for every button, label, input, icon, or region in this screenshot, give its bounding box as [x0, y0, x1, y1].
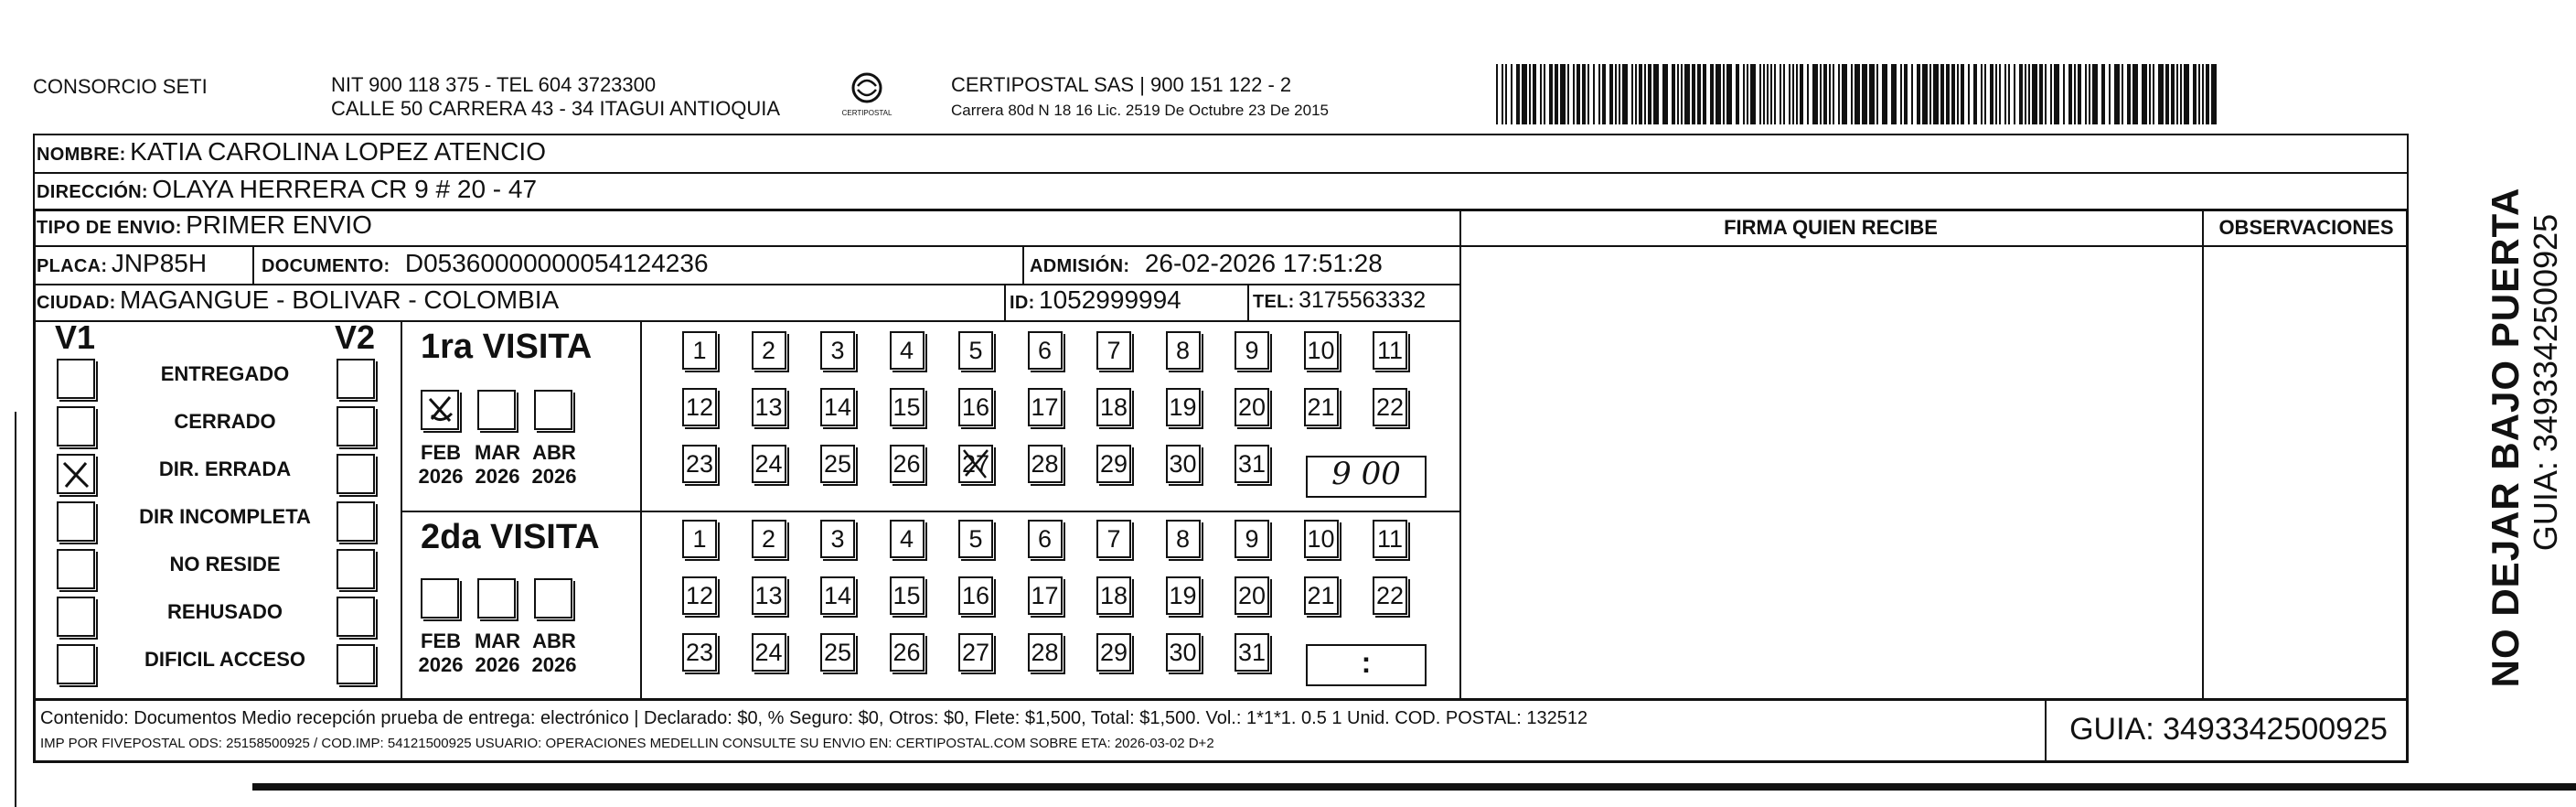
barcode-bar: [1807, 64, 1809, 124]
day-box[interactable]: 17: [1028, 576, 1063, 615]
id-field: [1010, 285, 1181, 315]
barcode-bar: [2193, 64, 2197, 124]
barcode-bar: [1876, 64, 1878, 124]
year-label: 2026: [531, 653, 577, 676]
day-box[interactable]: 10: [1304, 331, 1339, 370]
barcode-bar: [2114, 64, 2120, 124]
address-line: CALLE 50 CARRERA 43 - 34 ITAGUI ANTIOQUIA: [331, 97, 781, 120]
barcode-bar: [1833, 64, 1834, 124]
barcode-bar: [2180, 64, 2182, 124]
day-box[interactable]: 24: [752, 445, 786, 483]
firma-divider: [1459, 209, 1461, 701]
barcode-bar: [1763, 64, 1765, 124]
first-time-value: 9 00: [1331, 456, 1401, 492]
barcode-bar: [1544, 64, 1545, 124]
barcode-bar: [2158, 64, 2164, 124]
placa-field: [37, 249, 207, 278]
tel-field: [1253, 287, 1426, 314]
visit-divider: [401, 511, 1459, 512]
barcode-bar: [2184, 64, 2189, 124]
barcode-bar: [1796, 64, 1798, 124]
barcode-bar: [1631, 64, 1633, 124]
day-box[interactable]: 28: [1028, 445, 1063, 483]
barcode-bar: [1672, 64, 1675, 124]
barcode-bar: [1522, 64, 1527, 124]
nombre-field: [37, 137, 546, 167]
status-label: NO RESIDE: [169, 553, 281, 576]
day-box[interactable]: 29: [1096, 445, 1131, 483]
barcode-bar: [2045, 64, 2047, 124]
status-label: CERRADO: [174, 410, 276, 433]
barcode-bar: [1869, 64, 1875, 124]
barcode-bar: [1681, 64, 1683, 124]
barcode-bar: [1573, 64, 1575, 124]
barcode-bar: [1999, 64, 2001, 124]
barcode-bar: [2109, 64, 2111, 124]
tel-divider: [1247, 284, 1249, 320]
barcode-bar: [2019, 64, 2023, 124]
day-box[interactable]: 2: [752, 331, 786, 370]
barcode-bar: [1496, 64, 1498, 124]
day-box[interactable]: 20: [1235, 388, 1269, 426]
barcode-bar: [1703, 64, 1706, 124]
tel-label: TEL:: [1253, 292, 1295, 312]
barcode-bar: [2004, 64, 2006, 124]
barcode-bar: [1855, 64, 1860, 124]
barcode-bar: [1812, 64, 1818, 124]
day-box[interactable]: 12: [682, 388, 717, 426]
v2-checkbox[interactable]: [337, 406, 375, 447]
logo-text: CERTIPOSTAL: [841, 109, 893, 117]
day-box[interactable]: 6: [1028, 331, 1063, 370]
barcode-bar: [1792, 64, 1794, 124]
day-box[interactable]: 26: [890, 633, 925, 672]
day-box[interactable]: 25: [820, 445, 855, 483]
barcode-bar: [1961, 64, 1964, 124]
v1-label: V1: [55, 318, 96, 356]
barcode-bar: [1635, 64, 1637, 124]
nit-line: NIT 900 118 375 - TEL 604 3723300: [331, 73, 657, 96]
second-visit-title: 2da VISITA: [421, 518, 600, 556]
month-checkbox[interactable]: [534, 390, 572, 430]
barcode-bar: [1639, 64, 1642, 124]
footer-divider: [2045, 701, 2047, 763]
ciudad-value: MAGANGUE - BOLIVAR - COLOMBIA: [120, 285, 560, 314]
barcode-bar: [2176, 64, 2178, 124]
barcode-bar: [1710, 64, 1714, 124]
side-guia: GUIA: 3493342500925: [2527, 213, 2564, 552]
barcode-bar: [2171, 64, 2175, 124]
barcode-bar: [1560, 64, 1566, 124]
barcode-bar: [2202, 64, 2204, 124]
barcode-bar: [2085, 64, 2087, 124]
day-box[interactable]: 1: [682, 520, 717, 558]
month-label: ABR: [532, 441, 576, 464]
month-checkbox[interactable]: [477, 578, 516, 619]
id-value: 1052999994: [1039, 285, 1181, 314]
barcode-bar: [1505, 64, 1507, 124]
barcode-bar: [1891, 64, 1897, 124]
month-label: ABR: [532, 629, 576, 652]
status-label: DIR. ERRADA: [158, 457, 292, 480]
direccion-field: [37, 175, 537, 204]
placa-value: JNP85H: [111, 249, 208, 277]
day-box[interactable]: 26: [890, 445, 925, 483]
documento-value: D05360000000054124236: [404, 249, 709, 277]
second-time-value: :: [1361, 646, 1372, 679]
barcode-bar: [2089, 64, 2090, 124]
v1-checkbox[interactable]: [57, 501, 95, 542]
month-checkbox[interactable]: [534, 578, 572, 619]
barcode-bar: [1736, 64, 1739, 124]
barcode-bar: [1743, 64, 1745, 124]
day-box[interactable]: 12: [682, 576, 717, 615]
barcode-bar: [1957, 64, 1959, 124]
documento-label: DOCUMENTO:: [262, 256, 390, 276]
barcode-bar: [1587, 64, 1589, 124]
v2-checkbox[interactable]: [337, 454, 375, 494]
barcode-bar: [1529, 64, 1531, 124]
license-line: Carrera 80d N 18 16 Lic. 2519 De Octubre 23 De 2015: [951, 102, 1329, 119]
barcode-bar: [1882, 64, 1887, 124]
admision-field: [1030, 249, 1383, 278]
v1-checkbox[interactable]: [57, 406, 95, 447]
v1-checkbox[interactable]: [57, 597, 95, 637]
day-box[interactable]: 19: [1166, 576, 1201, 615]
tel-value: 3175563332: [1299, 287, 1427, 313]
barcode-bar: [1911, 64, 1913, 124]
day-box[interactable]: 11: [1373, 331, 1407, 370]
year-label: 2026: [418, 465, 464, 488]
admision-label: ADMISIÓN:: [1030, 256, 1130, 276]
status-label: DIR INCOMPLETA: [139, 505, 311, 528]
barcode-bar: [1820, 64, 1822, 124]
barcode-bar: [1968, 64, 1970, 124]
day-box[interactable]: 11: [1373, 520, 1407, 558]
month-label: FEB: [421, 441, 461, 464]
day-box[interactable]: 21: [1304, 576, 1339, 615]
day-box[interactable]: 30: [1166, 633, 1201, 672]
day-box[interactable]: 13: [752, 388, 786, 426]
barcode-bar: [1842, 64, 1847, 124]
day-box[interactable]: 15: [890, 388, 925, 426]
barcode-bar: [1726, 64, 1732, 124]
day-box[interactable]: 8: [1166, 520, 1201, 558]
barcode-bar: [2014, 64, 2015, 124]
status-label: DIFICIL ACCESO: [144, 648, 305, 671]
barcode-bar: [1984, 64, 1986, 124]
day-box[interactable]: 18: [1096, 576, 1131, 615]
form-body: [33, 209, 2409, 701]
barcode-bar: [2127, 64, 2131, 124]
day-box[interactable]: 5: [958, 331, 993, 370]
day-box[interactable]: 28: [1028, 633, 1063, 672]
documento-field: [262, 249, 709, 278]
day-box[interactable]: 7: [1096, 331, 1131, 370]
day-box[interactable]: 3: [820, 520, 855, 558]
v1-checkbox[interactable]: [57, 549, 95, 589]
barcode-bar: [1770, 64, 1772, 124]
barcode-bar: [1677, 64, 1679, 124]
day-box[interactable]: 18: [1096, 388, 1131, 426]
placa-label: PLACA:: [37, 256, 108, 276]
month-checkbox[interactable]: [421, 578, 459, 619]
barcode-bar: [1990, 64, 1993, 124]
barcode-bar: [1933, 64, 1939, 124]
year-label: 2026: [475, 653, 520, 676]
month-label: MAR: [474, 441, 521, 464]
v2-checkbox[interactable]: [337, 501, 375, 542]
month-checkbox[interactable]: [477, 390, 516, 430]
barcode-bar: [1516, 64, 1520, 124]
barcode-bar: [2025, 64, 2026, 124]
v2-checkbox[interactable]: [337, 549, 375, 589]
v1-checkbox[interactable]: [57, 644, 95, 684]
company-name: CONSORCIO SETI: [33, 75, 208, 98]
admision-value: 26-02-2026 17:51:28: [1144, 249, 1383, 277]
day-box[interactable]: 25: [820, 633, 855, 672]
barcode-bar: [1593, 64, 1595, 124]
day-box[interactable]: 23: [682, 633, 717, 672]
barcode-bar: [1723, 64, 1725, 124]
month-label: FEB: [421, 629, 461, 652]
day-box[interactable]: 14: [820, 576, 855, 615]
ciudad-label: CIUDAD:: [37, 293, 116, 313]
day-box[interactable]: 29: [1096, 633, 1131, 672]
year-label: 2026: [418, 653, 464, 676]
barcode-bar: [1767, 64, 1769, 124]
day-box[interactable]: 22: [1373, 388, 1407, 426]
day-box[interactable]: 9: [1235, 331, 1269, 370]
v2-checkbox[interactable]: [337, 644, 375, 684]
barcode-bar: [1823, 64, 1827, 124]
barcode-bar: [2050, 64, 2052, 124]
day-box[interactable]: 17: [1028, 388, 1063, 426]
firma-label: FIRMA QUIEN RECIBE: [1724, 216, 1938, 239]
day-box[interactable]: 20: [1235, 576, 1269, 615]
barcode-bar: [2063, 64, 2065, 124]
barcode-bar: [1555, 64, 1558, 124]
barcode-bar: [1533, 64, 1536, 124]
barcode-bar: [1609, 64, 1613, 124]
day-box[interactable]: 2: [752, 520, 786, 558]
tipo-label: TIPO DE ENVIO:: [37, 218, 182, 238]
barcode: [1496, 64, 2226, 124]
v2-checkbox[interactable]: [337, 359, 375, 399]
scan-edge: [252, 783, 2576, 791]
barcode-bar: [1582, 64, 1586, 124]
v2-checkbox[interactable]: [337, 597, 375, 637]
barcode-bar: [2142, 64, 2147, 124]
first-visit-title: 1ra VISITA: [421, 328, 593, 366]
barcode-bar: [2068, 64, 2072, 124]
barcode-bar: [1602, 64, 1606, 124]
barcode-bar: [1851, 64, 1853, 124]
ciudad-row-line: [33, 320, 1459, 322]
day-box[interactable]: 24: [752, 633, 786, 672]
v1-checkbox[interactable]: [57, 359, 95, 399]
tipo-value: PRIMER ENVIO: [186, 210, 372, 239]
barcode-bar: [1549, 64, 1553, 124]
barcode-bar: [1644, 64, 1646, 124]
barcode-bar: [1540, 64, 1542, 124]
nombre-value: KATIA CAROLINA LOPEZ ATENCIO: [130, 137, 546, 166]
month-label: MAR: [474, 629, 521, 652]
observaciones-label: OBSERVACIONES: [2218, 216, 2394, 239]
barcode-bar: [1951, 64, 1955, 124]
day-box[interactable]: 7: [1096, 520, 1131, 558]
status-label: REHUSADO: [167, 600, 283, 623]
barcode-bar: [2198, 64, 2200, 124]
v1-checkbox[interactable]: [57, 454, 95, 494]
barcode-bar: [1511, 64, 1512, 124]
day-box[interactable]: 22: [1373, 576, 1407, 615]
day-box[interactable]: 14: [820, 388, 855, 426]
barcode-bar: [1759, 64, 1761, 124]
day-box[interactable]: 31: [1235, 445, 1269, 483]
firma-header-line: [1459, 245, 2409, 247]
barcode-bar: [2054, 64, 2059, 124]
barcode-bar: [1780, 64, 1781, 124]
barcode-bar: [1981, 64, 1983, 124]
barcode-bar: [1783, 64, 1785, 124]
barcode-bar: [1900, 64, 1902, 124]
scan-left-edge: [15, 412, 16, 807]
barcode-bar: [2132, 64, 2138, 124]
certipostal-line: CERTIPOSTAL SAS | 900 151 122 - 2: [951, 73, 1292, 96]
barcode-bar: [1789, 64, 1790, 124]
day-box[interactable]: 27: [958, 633, 993, 672]
month-checkbox[interactable]: [421, 390, 459, 430]
barcode-bar: [1995, 64, 1997, 124]
barcode-bar: [2101, 64, 2105, 124]
barcode-bar: [1716, 64, 1721, 124]
day-box[interactable]: 27: [958, 445, 993, 483]
status-label: ENTREGADO: [160, 362, 290, 385]
barcode-bar: [2206, 64, 2209, 124]
barcode-bar: [1577, 64, 1580, 124]
day-box[interactable]: 15: [890, 576, 925, 615]
barcode-bar: [1829, 64, 1831, 124]
obs-divider: [2202, 209, 2204, 701]
barcode-bar: [1750, 64, 1756, 124]
tipo-field: [37, 210, 372, 240]
day-box[interactable]: 1: [682, 331, 717, 370]
barcode-bar: [1598, 64, 1600, 124]
barcode-bar: [1697, 64, 1701, 124]
id-divider: [1004, 284, 1006, 320]
ciudad-field: [37, 285, 559, 315]
direccion-value: OLAYA HERRERA CR 9 # 20 - 47: [152, 175, 538, 203]
barcode-bar: [1662, 64, 1668, 124]
barcode-bar: [1800, 64, 1803, 124]
barcode-bar: [1747, 64, 1748, 124]
day-box[interactable]: 10: [1304, 520, 1339, 558]
barcode-bar: [1940, 64, 1944, 124]
direccion-label: DIRECCIÓN:: [37, 182, 148, 202]
barcode-bar: [1774, 64, 1776, 124]
day-box[interactable]: 8: [1166, 331, 1201, 370]
day-box[interactable]: 21: [1304, 388, 1339, 426]
placa-divider: [252, 245, 254, 284]
barcode-bar: [1973, 64, 1977, 124]
day-box[interactable]: 3: [820, 331, 855, 370]
day-box[interactable]: 13: [752, 576, 786, 615]
barcode-bar: [1692, 64, 1695, 124]
barcode-bar: [2074, 64, 2076, 124]
barcode-bar: [1946, 64, 1950, 124]
barcode-bar: [2165, 64, 2169, 124]
barcode-bar: [2149, 64, 2151, 124]
day-box[interactable]: 30: [1166, 445, 1201, 483]
barcode-bar: [1904, 64, 1908, 124]
barcode-bar: [1922, 64, 1928, 124]
v2-label: V2: [335, 318, 376, 356]
certipostal-logo: [834, 68, 900, 123]
day-box[interactable]: 5: [958, 520, 993, 558]
barcode-bar: [1653, 64, 1659, 124]
day-box[interactable]: 9: [1235, 520, 1269, 558]
barcode-bar: [2008, 64, 2010, 124]
tipo-row-line: [33, 245, 1459, 247]
barcode-bar: [1838, 64, 1840, 124]
year-label: 2026: [531, 465, 577, 488]
barcode-bar: [2153, 64, 2154, 124]
barcode-bar: [1567, 64, 1569, 124]
barcode-bar: [2028, 64, 2030, 124]
barcode-bar: [1615, 64, 1617, 124]
barcode-bar: [2078, 64, 2081, 124]
day-box[interactable]: 19: [1166, 388, 1201, 426]
barcode-bar: [1648, 64, 1651, 124]
day-box[interactable]: 16: [958, 388, 993, 426]
day-box[interactable]: 6: [1028, 520, 1063, 558]
admision-divider: [1022, 245, 1024, 284]
id-label: ID:: [1010, 293, 1035, 313]
imp-line: IMP POR FIVEPOSTAL ODS: 25158500925 / COD.IMP: 54121500925 USUARIO: OPERACIONES MEDELLIN CONSULTE SU ENVIO EN: CERTIPOSTAL.COM SOBRE ETA: 2026-03-02 D+2: [40, 736, 1214, 751]
barcode-bar: [1862, 64, 1867, 124]
barcode-bar: [1684, 64, 1690, 124]
footer-guia: GUIA: 3493342500925: [2069, 712, 2388, 747]
barcode-bar: [1502, 64, 1503, 124]
year-label: 2026: [475, 465, 520, 488]
day-box[interactable]: 4: [890, 331, 925, 370]
contenido-line: Contenido: Documentos Medio recepción prueba de entrega: electrónico | Declarado: $0, % Seguro: $0, Otros: $0, Flete: $1,500, Total: $1,500. Vol.: 1*1*1. 0.5 1 Unid. COD. POSTAL: 132512: [40, 708, 1588, 728]
barcode-bar: [2122, 64, 2123, 124]
day-box[interactable]: 4: [890, 520, 925, 558]
day-box[interactable]: 16: [958, 576, 993, 615]
barcode-bar: [1622, 64, 1628, 124]
barcode-bar: [1619, 64, 1620, 124]
barcode-bar: [1929, 64, 1931, 124]
side-warning: NO DEJAR BAJO PUERTA: [2484, 187, 2527, 688]
barcode-bar: [2092, 64, 2098, 124]
nombre-label: NOMBRE:: [37, 145, 126, 165]
day-box[interactable]: 31: [1235, 633, 1269, 672]
barcode-bar: [2211, 64, 2217, 124]
barcode-bar: [1917, 64, 1920, 124]
barcode-bar: [2039, 64, 2043, 124]
barcode-bar: [2032, 64, 2037, 124]
day-box[interactable]: 23: [682, 445, 717, 483]
